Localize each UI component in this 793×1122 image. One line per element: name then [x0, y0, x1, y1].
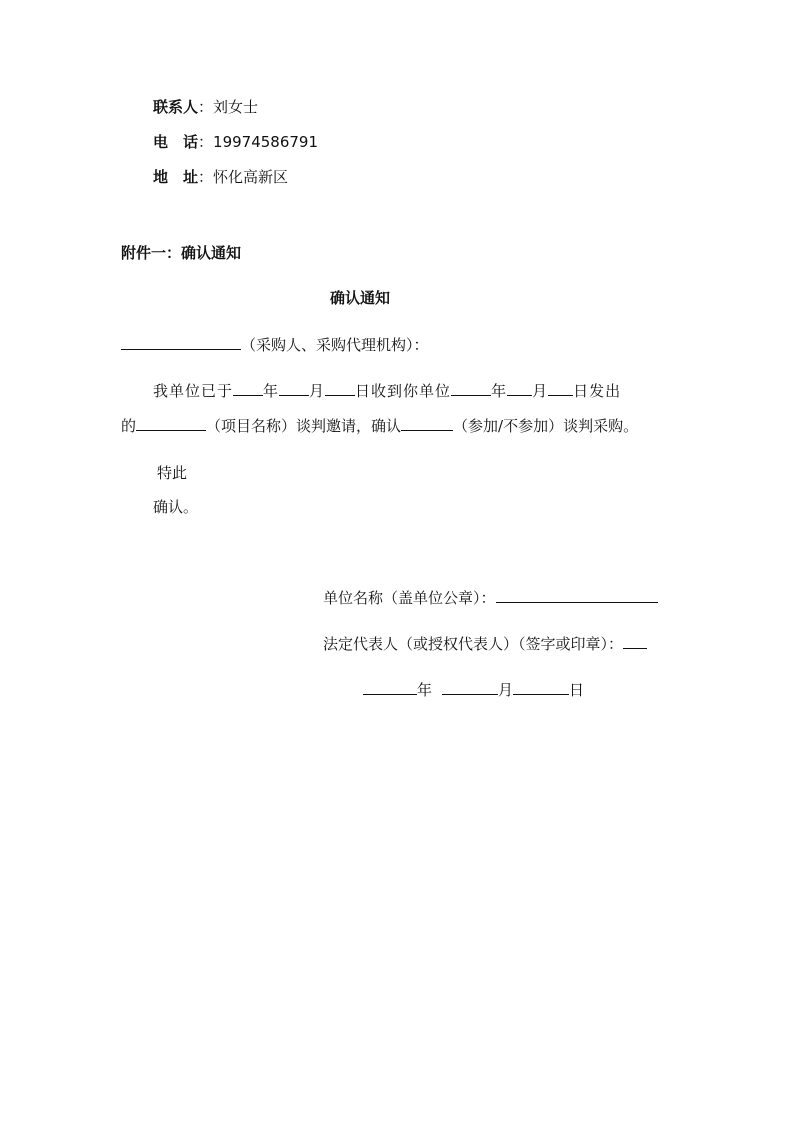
contact-person-value: 刘女士: [213, 98, 259, 116]
contact-address-row: [153, 166, 288, 188]
issued-day-blank[interactable]: [548, 381, 573, 396]
sign-day-blank[interactable]: [513, 680, 569, 695]
unit-name-blank[interactable]: [496, 588, 658, 603]
body-p2-c: （参加/不参加）谈判采购。: [453, 417, 639, 435]
sign-day-label: 日: [569, 681, 585, 699]
body-p1-month: 月: [309, 382, 326, 400]
body-p1-month2: 月: [532, 382, 549, 400]
signature-date-row: [363, 679, 584, 701]
contact-phone-colon: ：: [198, 133, 214, 151]
body-line-2: [121, 415, 638, 437]
contact-phone-row: [153, 131, 318, 153]
received-year-blank[interactable]: [233, 381, 263, 396]
addressee-blank[interactable]: [121, 335, 241, 350]
sign-month-label: 月: [498, 681, 514, 699]
notice-title: 确认通知: [330, 289, 391, 307]
body-p1-day: 日收到你单位: [355, 382, 452, 400]
addressee-suffix: （采购人、采购代理机构）：: [241, 336, 429, 354]
body-p1-a: 我单位已于: [153, 382, 234, 400]
issued-year-blank[interactable]: [451, 381, 491, 396]
representative-row: [323, 633, 647, 655]
contact-person-colon: ：: [198, 98, 214, 116]
sign-month-blank[interactable]: [442, 680, 498, 695]
contact-address-value: 怀化高新区: [213, 168, 289, 186]
sign-year-label: 年: [417, 681, 433, 699]
representative-label: 法定代表人（或授权代表人）（签字或印章）：: [323, 635, 624, 653]
body-line-1: [153, 380, 621, 402]
representative-blank[interactable]: [623, 634, 647, 649]
issued-month-blank[interactable]: [507, 381, 532, 396]
closing-line-2: 确认。: [153, 498, 199, 516]
project-name-blank[interactable]: [136, 416, 206, 431]
body-p2-b: （项目名称）谈判邀请，确认: [206, 417, 402, 435]
sign-year-blank[interactable]: [363, 680, 417, 695]
body-p1-year: 年: [263, 382, 280, 400]
participation-blank[interactable]: [401, 416, 453, 431]
body-p2-a: 的: [121, 417, 137, 435]
contact-address-colon: ：: [198, 168, 214, 186]
addressee-row: [121, 334, 429, 356]
closing-line-1: 特此: [157, 464, 188, 482]
unit-name-label: 单位名称（盖单位公章）：: [323, 589, 496, 607]
contact-address-label: 地 址: [153, 168, 199, 186]
received-month-blank[interactable]: [279, 381, 309, 396]
attachment-heading: 附件一：确认通知: [121, 244, 242, 262]
received-day-blank[interactable]: [325, 381, 355, 396]
body-p1-day2: 日发出: [573, 382, 622, 400]
contact-person-row: [153, 96, 258, 118]
contact-phone-value: 19974586791: [213, 133, 319, 151]
contact-person-label: 联系人: [153, 98, 199, 116]
unit-name-row: [323, 587, 658, 609]
contact-phone-label: 电 话: [153, 133, 199, 151]
body-p1-year2: 年: [491, 382, 508, 400]
